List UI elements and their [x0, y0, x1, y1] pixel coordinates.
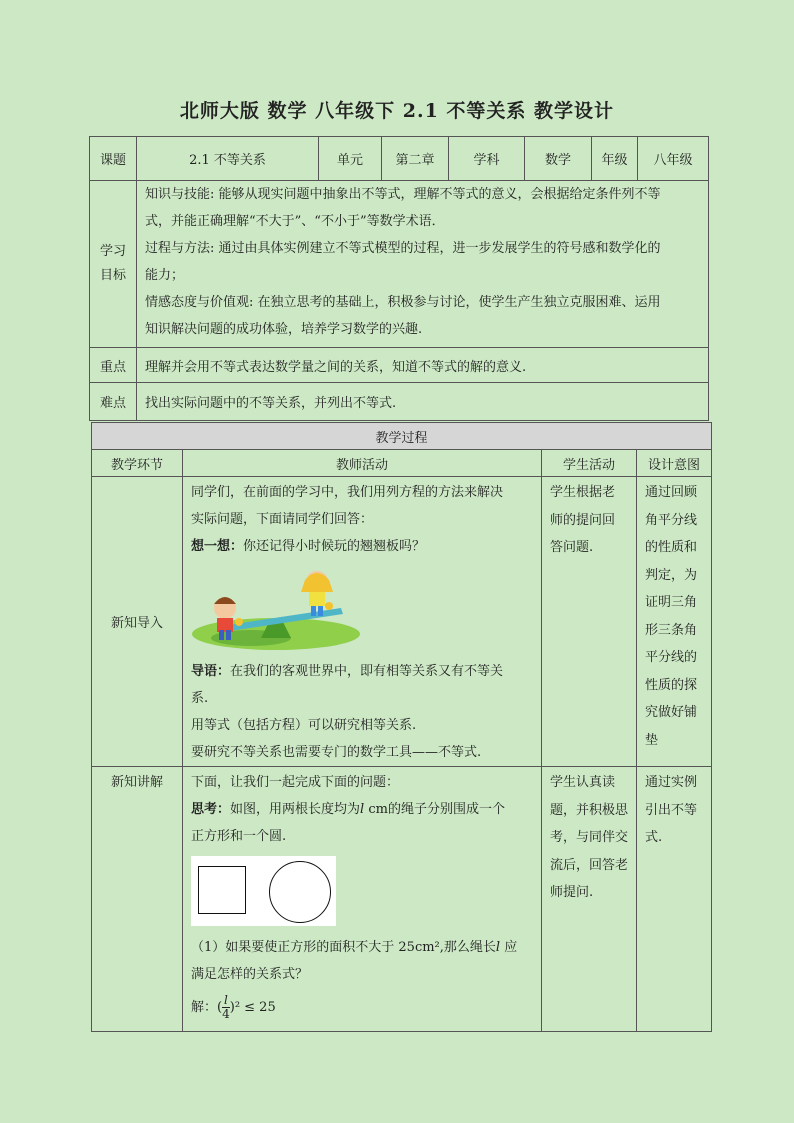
page-title: 北师大版 数学 八年级下 2.1 不等关系 教学设计	[179, 100, 615, 122]
question-line	[191, 934, 533, 961]
var-l: l	[495, 940, 501, 955]
think-line	[191, 796, 533, 823]
circle-shape	[269, 861, 331, 923]
table-row	[92, 767, 712, 1032]
student-line: 流后，回答老	[550, 857, 629, 873]
fraction	[222, 994, 230, 1021]
key-label: 重点	[90, 348, 137, 383]
goal-line: 知识解决问题的成功体验，培养学习数学的兴趣.	[145, 322, 423, 337]
grade-value: 八年级	[638, 137, 709, 181]
intent-line: 引出不等	[645, 802, 698, 818]
guide-line-2: 系.	[191, 691, 209, 706]
topic-value: 2.1 不等关系	[137, 137, 319, 181]
student-line: 学生认真读	[550, 775, 616, 790]
guide-text: 在我们的客观世界中，即有相等关系又有不等关	[230, 664, 504, 679]
guide-line	[191, 658, 533, 685]
var-l: l	[360, 802, 365, 817]
goals-content	[137, 181, 709, 348]
square-shape	[198, 866, 246, 914]
question-text: 应	[500, 940, 518, 955]
intent-line: 通过实例	[645, 775, 698, 790]
student-line: 师的提问回	[550, 512, 616, 528]
guide-label: 导语：	[191, 664, 231, 679]
intent-line: 式.	[645, 830, 663, 845]
think-line: 正方形和一个圆.	[191, 829, 287, 844]
question-line: 满足怎样的关系式？	[191, 967, 309, 982]
process-header: 教学过程	[92, 423, 712, 450]
frac-den: 4	[222, 1007, 230, 1021]
seesaw-illustration	[191, 564, 361, 652]
teacher-line: 同学们，在前面的学习中，我们用列方程的方法来解决	[191, 485, 504, 500]
think-text: cm的绳子分别围成一个	[364, 802, 505, 817]
intent-line: 形三条角	[645, 622, 698, 638]
think-label: 思考：	[191, 802, 231, 817]
stage-cell: 新知导入	[92, 477, 183, 767]
intent-line: 性质的探	[645, 677, 698, 693]
intent-line: 垫	[645, 732, 659, 748]
table-row	[92, 477, 712, 767]
teacher-line: 下面，让我们一起完成下面的问题：	[191, 775, 400, 790]
intent-line: 的性质和	[645, 540, 698, 555]
intent-cell	[637, 767, 712, 1032]
topic-label: 课题	[90, 137, 137, 181]
col-intent: 设计意图	[637, 450, 712, 477]
goal-line: 情感态度与价值观: 在独立思考的基础上，积极参与讨论，使学生产生独立克服困难、运用	[145, 295, 661, 310]
teacher-line: 要研究不等关系也需要专门的数学工具——不等式.	[191, 745, 482, 760]
think-line	[191, 533, 533, 560]
grade-label: 年级	[592, 137, 638, 181]
intent-cell	[637, 477, 712, 767]
student-line: 题，并积极思	[550, 802, 629, 818]
teacher-cell	[183, 477, 542, 767]
solution-line: 解：( $\frac{l}{4}$ )² ≤ 25	[191, 993, 276, 1021]
key-value: 理解并会用不等式表达数学量之间的关系，知道不等式的解的意义.	[137, 348, 709, 383]
student-line: 答问题.	[550, 540, 594, 555]
student-cell	[542, 477, 637, 767]
intent-line: 角平分线	[645, 512, 698, 528]
unit-value: 第二章	[382, 137, 449, 181]
solution-rest: ² ≤ 25	[234, 1000, 276, 1015]
square-circle-figure	[191, 856, 336, 926]
solution-label: 解：	[191, 1000, 218, 1015]
course-info-table	[89, 136, 709, 421]
goals-label: 学习目标	[90, 181, 137, 348]
goal-line: 过程与方法: 通过由具体实例建立不等式模型的过程，进一步发展学生的符号感和数学化的	[145, 241, 661, 256]
intent-line: 平分线的	[645, 650, 698, 665]
teacher-cell	[183, 767, 542, 1032]
teacher-line: 实际问题，下面请同学们回答：	[191, 512, 374, 527]
teaching-process-table	[91, 422, 712, 1032]
intent-line: 判定，为	[645, 567, 698, 583]
student-line: 师提问.	[550, 885, 594, 900]
intent-line: 通过回顾	[645, 485, 698, 500]
subject-value: 数学	[525, 137, 592, 181]
goal-line: 知识与技能: 能够从现实问题中抽象出不等式，理解不等式的意义，会根据给定条件列不等	[145, 187, 661, 202]
think-label: 想一想：	[191, 539, 244, 554]
think-text: 如图，用两根长度均为	[230, 802, 361, 817]
col-teacher: 教师活动	[183, 450, 542, 477]
teacher-line: 用等式（包括方程）可以研究相等关系.	[191, 718, 417, 733]
frac-num: l	[223, 993, 228, 1007]
unit-label: 单元	[319, 137, 382, 181]
col-student: 学生活动	[542, 450, 637, 477]
subject-label: 学科	[449, 137, 525, 181]
goal-line: 式，并能正确理解“不大于”、“不小于”等数学术语．	[145, 214, 445, 229]
difficulty-label: 难点	[90, 383, 137, 421]
student-line: 考，与同伴交	[550, 830, 629, 845]
intent-line: 究做好铺	[645, 705, 698, 720]
think-text: 你还记得小时候玩的翘翘板吗？	[243, 539, 426, 554]
student-cell	[542, 767, 637, 1032]
student-line: 学生根据老	[550, 485, 616, 500]
goal-line: 能力；	[145, 268, 185, 283]
question-text: （1）如果要使正方形的面积不大于 25cm²,那么绳长	[191, 940, 496, 955]
intent-line: 证明三角	[645, 595, 698, 610]
col-stage: 教学环节	[92, 450, 183, 477]
stage-cell: 新知讲解	[92, 767, 183, 1032]
difficulty-value: 找出实际问题中的不等关系，并列出不等式.	[137, 383, 709, 421]
